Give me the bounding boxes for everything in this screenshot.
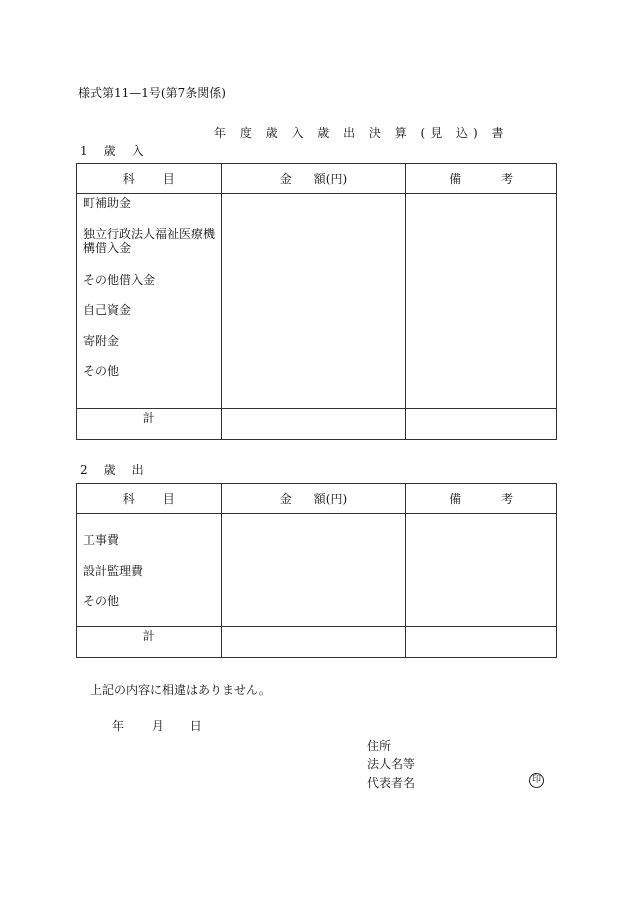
subject-header [77, 484, 222, 514]
list-item: 構借入金 [83, 241, 132, 255]
amount-header [221, 484, 406, 514]
subject-header [77, 164, 222, 194]
revenue-total-remarks-cell[interactable] [406, 409, 557, 440]
amount-header-label-b: 額(円) [313, 492, 348, 506]
revenue-remarks-cell[interactable] [406, 194, 557, 409]
table-row [77, 194, 557, 409]
remarks-header-label: 備考 [449, 172, 554, 186]
date-line [112, 717, 202, 734]
amount-header [221, 164, 406, 194]
list-item: 独立行政法人福祉医療機 [83, 227, 216, 241]
amount-header-label-a: 金 [279, 172, 292, 186]
list-item: 町補助金 [83, 196, 132, 210]
total-row [77, 627, 557, 658]
amount-header-label-a: 金 [279, 492, 292, 506]
confirmation-statement: 上記の内容に相違はありません。 [90, 683, 271, 697]
list-item: 設計監理費 [83, 564, 144, 578]
address-label: 住所 [367, 739, 392, 753]
seal-mark-icon: 印 [529, 773, 544, 788]
document-title: 年 度 歳 入 歳 出 決 算 (見 込) 書 [214, 126, 509, 140]
list-item: その他 [83, 594, 120, 608]
list-item: 自己資金 [83, 303, 132, 317]
remarks-header-label: 備考 [449, 492, 554, 506]
table-header-row [77, 484, 557, 514]
form-number: 様式第11—1号(第7条関係) [78, 86, 226, 100]
date-year-label: 年 [112, 719, 125, 733]
table-header-row [77, 164, 557, 194]
expenditure-amount-cell[interactable] [221, 514, 406, 627]
subject-header-label: 科目 [122, 172, 203, 186]
list-item: その他 [83, 364, 120, 378]
date-month-label: 月 [151, 719, 164, 733]
corporation-name-label: 法人名等 [367, 757, 416, 771]
representative-label: 代表者名 [367, 776, 416, 790]
amount-header-label-b: 額(円) [313, 172, 348, 186]
section-expenditure-label: 2 歳 出 [80, 463, 146, 477]
section-revenue-label: 1 歳 入 [80, 144, 146, 158]
expenditure-total-remarks-cell[interactable] [406, 627, 557, 658]
date-day-label: 日 [189, 719, 202, 733]
list-item: 工事費 [83, 533, 120, 547]
total-row [77, 409, 557, 440]
list-item: その他借入金 [83, 273, 156, 287]
expenditure-table [76, 483, 557, 658]
expenditure-items-cell [77, 514, 222, 627]
table-row [77, 514, 557, 627]
remarks-header [406, 484, 557, 514]
list-item: 寄附金 [83, 334, 120, 348]
expenditure-total-amount-cell[interactable] [221, 627, 406, 658]
subject-header-label: 科目 [122, 492, 203, 506]
revenue-total-amount-cell[interactable] [221, 409, 406, 440]
total-label: 計 [77, 627, 222, 658]
expenditure-remarks-cell[interactable] [406, 514, 557, 627]
total-label: 計 [77, 409, 222, 440]
revenue-items-cell [77, 194, 222, 409]
revenue-amount-cell[interactable] [221, 194, 406, 409]
revenue-table [76, 163, 557, 440]
remarks-header [406, 164, 557, 194]
